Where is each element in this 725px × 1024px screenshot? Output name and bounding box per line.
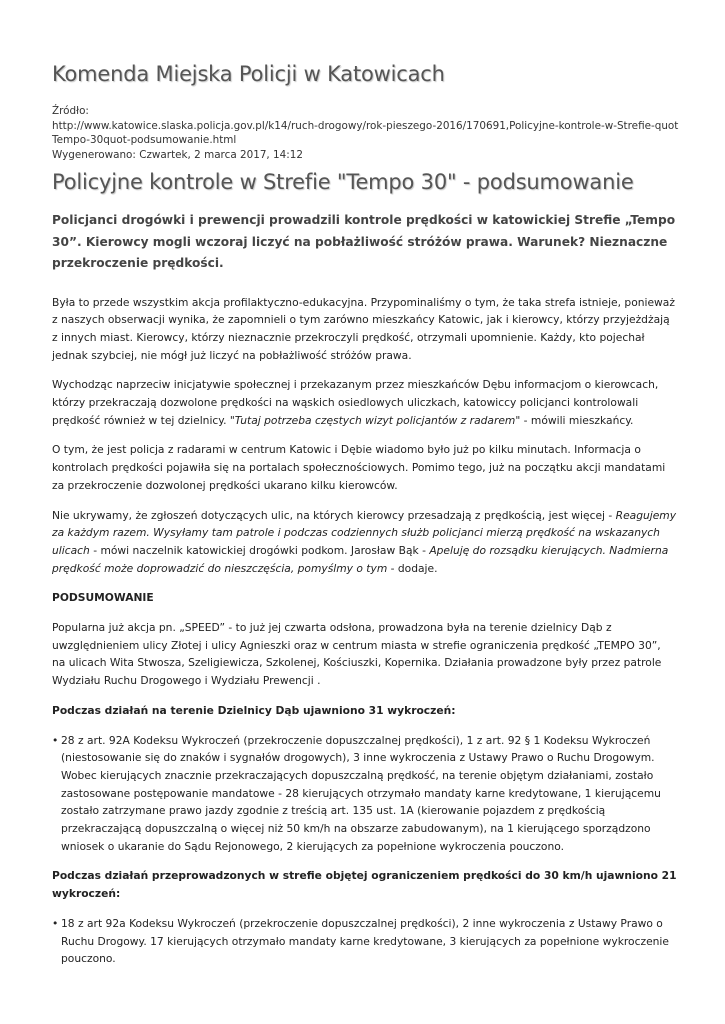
summary-heading: PODSUMOWANIE — [52, 591, 154, 605]
site-title: Komenda Miejska Policji w Katowicach — [52, 62, 445, 86]
source-url: http://www.katowice.slaska.policja.gov.pl/k14/ruch-drogowy/rok-pieszego-2016/170691,Policyjne-kontrole-w-Strefie-quotTempo-30quot-podsumowanie.html — [52, 119, 679, 146]
source-label: Źródło: — [52, 105, 89, 117]
paragraph-2 — [52, 376, 677, 429]
source-meta — [52, 104, 682, 162]
dab-list — [52, 732, 677, 856]
zone-heading: Podczas działań przeprowadzonych w strefie objętej ograniczeniem prędkości do 30 km/h ujawniono 21 wykroczeń: — [52, 869, 677, 901]
paragraph-1 — [52, 294, 677, 365]
article-body — [52, 210, 677, 980]
text-run: Popularna już akcja pn. „SPEED” - to już jej czwarta odsłona, prowadzona była na terenie dzielnicy Dąb z uwzględnieniem ulicy Złotej i ulicy Agnieszki oraz w centrum miasta w strefie ograniczenia prędkość „TEMPO 30”, na ulicach Wita Stwosza, Szeligiewicza, Szkolenej, Kościuszki, Kopernika. Działania prowadzone były przez patrole Wydziału Ruchu Drogowego i Wydziału Prewencji . — [52, 621, 662, 688]
text-run: - mówi naczelnik katowickiej drogówki podkom. Jarosław Bąk - — [89, 543, 430, 557]
italic-quote-run: Reagujemy za każdym razem. Wysyłamy tam patrole i podczas codziennych służb policjanci mierzą prędkość na wskazanych ulicach — [52, 508, 677, 557]
italic-quote-run: Tutaj potrzeba częstych wizyt policjantów z radarem — [234, 413, 516, 427]
article-title: Policyjne kontrole w Strefie "Tempo 30" - podsumowanie — [52, 170, 634, 194]
paragraph-5 — [52, 619, 677, 690]
list-item: • 28 z art. 92A Kodeksu Wykroczeń (przekroczenie dopuszczalnej prędkości), 1 z art. 92 § 1 Kodeksu Wykroczeń (niestosowanie się do znaków i sygnałów drogowych), 3 inne wykroczenia z Ustawy Prawo o Ruchu Drogowym. Wobec kierujących znacznie przekraczających dopuszczalną prędkość, na terenie objętym działaniami, zostało zastosowane postępowanie mandatowe - 28 kierujących otrzymało mandaty karne kredytowane, 1 kierującemu zostało zatrzymane prawo jazdy zgodnie z treścią art. 135 ust. 1A (kierowanie pojazdem z prędkością przekraczającą dopuszczalną o więcej niż 50 km/h na obszarze zabudowanym), na 1 kierującego sporządzono wniosek o ukaranie do Sądu Rejonowego, 2 kierujących za popełnione wykroczenia pouczono. — [52, 732, 677, 856]
article-lead: Policjanci drogówki i prewencji prowadzili kontrole prędkości w katowickiej Strefie „Tempo 30”. Kierowcy mogli wczoraj liczyć na pobłażliwość stróżów prawa. Warunek? Nieznaczne przekroczenie prędkości. — [52, 213, 676, 270]
paragraph-4 — [52, 507, 677, 578]
text-run: Wychodząc naprzeciw inicjatywie społecznej i przekazanym przez mieszkańców Dębu informacjom o kierowcach, którzy przekraczają dozwolone prędkości na wąskich osiedlowych uliczkach, katowiccy policjanci kontrolowali prędkość również w tej dzielnicy. " — [52, 378, 659, 427]
paragraph-3 — [52, 441, 677, 494]
italic-quote-run: Apeluję do rozsądku kierujących. Nadmierna prędkość może doprowadzić do nieszczęścia, pomyślmy o tym — [52, 543, 669, 575]
list-item: • 18 z art 92a Kodeksu Wykroczeń (przekroczenie dopuszczalnej prędkości), 2 inne wykroczenia z Ustawy Prawo o Ruchu Drogowy. 17 kierujących otrzymało mandaty karne kredytowane, 3 kierujących za popełnione wykroczenie pouczono. — [52, 915, 677, 968]
zone-list — [52, 915, 677, 968]
text-run: Nie ukrywamy, że zgłoszeń dotyczących ulic, na których kierowcy przesadzają z prędkością, jest więcej - — [52, 508, 616, 522]
dab-heading: Podczas działań na terenie Dzielnicy Dąb ujawniono 31 wykroczeń: — [52, 703, 456, 717]
text-run: O tym, że jest policja z radarami w centrum Katowic i Dębie wiadomo było już po kilku minutach. Informacja o kontrolach prędkości pojawiła się na portalach społecznościowych. Pomimo tego, już na początku akcji mandatami za przekroczenie dozwolonej prędkości ukarano kilku kierowców. — [52, 443, 666, 492]
text-run: - dodaje. — [387, 561, 438, 575]
text-run: Była to przede wszystkim akcja profilaktyczno-edukacyjna. Przypominaliśmy o tym, że taka strefa istnieje, ponieważ z naszych obserwacji wynika, że zapomnieli o tym zarówno mieszkańcy Katowic, jak i kierowcy, którzy przyjeżdżają z innych miast. Kierowcy, którzy nieznacznie przekroczyli prędkość, otrzymali upomnienie. Każdy, kto pojechał jednak szybciej, nie mógł już liczyć na pobłażliwość stróżów prawa. — [52, 295, 675, 362]
generated-date: Wygenerowano: Czwartek, 2 marca 2017, 14:12 — [52, 148, 303, 161]
text-run: " - mówili mieszkańcy. — [515, 413, 634, 427]
